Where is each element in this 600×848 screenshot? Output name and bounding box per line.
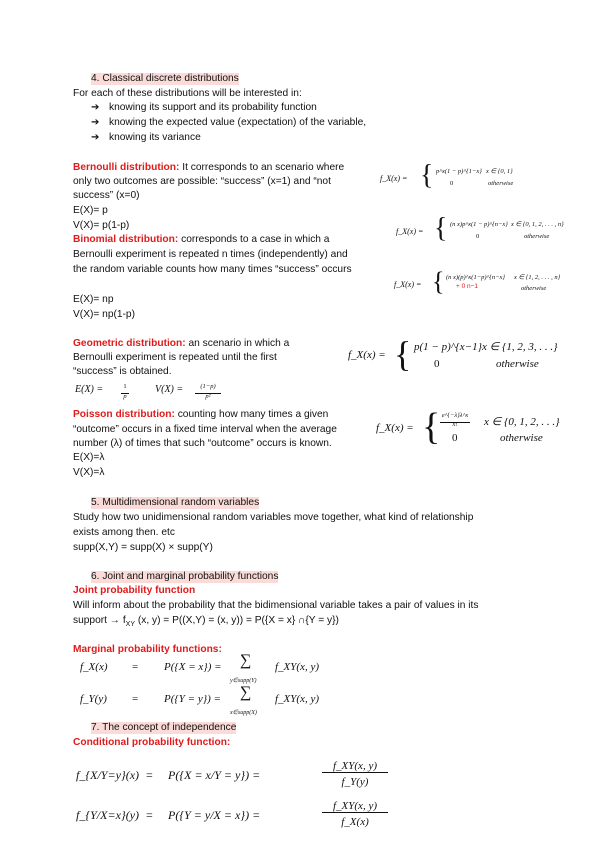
section-4-heading: 4. Classical discrete distributions [91, 73, 239, 84]
formula-bottom-cond: otherwise [521, 285, 547, 292]
poisson-label: Poisson distribution: [73, 409, 175, 420]
brace-icon: { [394, 334, 412, 374]
joint-label: Joint probability function [73, 585, 196, 596]
marginal-label: Marginal probability functions: [73, 644, 222, 655]
sum-subscript: y∈supp(Y) [230, 678, 257, 684]
formula-lhs: f_X(x) = [394, 280, 422, 289]
formula-lhs: f_X(x) = [348, 349, 386, 361]
geometric-line-2: Bernoulli experiment is repeated until the first [73, 352, 277, 363]
section-6-heading: 6. Joint and marginal probability functions [91, 571, 279, 582]
geometric-mean-num: 1 [121, 381, 129, 394]
formula-bottom-cond: otherwise [524, 233, 550, 240]
joint-subscript: XY [125, 621, 136, 629]
formula-top: p(1 − p)^{x−1} [414, 341, 482, 353]
brace-icon: { [420, 160, 434, 191]
brace-icon: { [434, 213, 448, 244]
formula-mid: P({Y = y/X = x}) = [168, 808, 261, 822]
formula-bottom-cond: otherwise [500, 432, 543, 444]
formula-den: f_Y(y) [341, 776, 369, 788]
formula-eq: = [146, 768, 153, 782]
formula-top-num: e^{−λ}λ^x [440, 410, 470, 423]
binomial-line-1 [73, 234, 329, 246]
formula-top-cond: x ∈ {1, 2, 3, . . .} [482, 341, 558, 353]
geometric-line-3: “success” is obtained. [73, 366, 172, 377]
binomial-line-2: Bernoulli experiment is repeated n times (independently) and [73, 249, 348, 260]
arrow-icon: ➔ [91, 102, 100, 113]
bullet-item [91, 102, 317, 114]
geometric-label: Geometric distribution: [73, 338, 186, 349]
formula-red-note: + 0 n−1 [456, 283, 479, 290]
formula-lhs: f_X(x) = [396, 227, 424, 236]
formula-bottom-cond: otherwise [488, 180, 514, 187]
formula-top-cond: x ∈ {0, 1, 2, . . .} [484, 416, 560, 428]
formula-eq: = [132, 661, 139, 673]
formula-top-den: x! [452, 421, 458, 428]
section-7-heading: 7. The concept of independence [91, 722, 237, 733]
formula-lhs: f_X(x) [80, 661, 108, 673]
arrow-icon: ➔ [91, 132, 100, 143]
formula-mid: P({Y = y}) = [164, 693, 221, 705]
binomial-variance: V(X)= np(1-p) [73, 309, 135, 320]
formula-bottom: 0 [452, 432, 458, 444]
formula-lhs: f_Y(y) [80, 693, 107, 705]
formula-lhs: f_X(x) = [376, 422, 414, 434]
bernoulli-text: It corresponds to an scenario where [179, 162, 345, 173]
formula-top-cond: x ∈ {0, 1} [486, 168, 513, 175]
poisson-variance: V(X)=λ [73, 467, 105, 478]
bernoulli-line-3: success” (x=0) [73, 190, 140, 201]
poisson-line-2: “outcome” occurs in a fixed time interval when the average [73, 424, 337, 435]
formula-num: f_XY(x, y) [322, 800, 388, 813]
formula-top-cond: x ∈ {1, 2, . . . , n} [514, 274, 561, 281]
formula-eq: = [146, 808, 153, 822]
sum-icon: ∑ [240, 652, 252, 669]
sum-icon: ∑ [240, 684, 252, 701]
formula-rhs: f_XY(x, y) [275, 661, 319, 673]
formula-bottom: 0 [450, 180, 454, 187]
formula-num: f_XY(x, y) [322, 760, 388, 773]
binomial-line-3: the random variable counts how many times “success” occurs [73, 264, 352, 275]
section-4-intro: For each of these distributions will be interested in: [73, 88, 302, 99]
geometric-mean-den: p [123, 393, 127, 400]
formula-top: (n x)(p)^x(1−p)^{n−x} [446, 274, 505, 281]
bullet-text: knowing its variance [109, 132, 201, 143]
bernoulli-mean: E(X)= p [73, 205, 108, 216]
binomial-label: Binomial distribution: [73, 234, 179, 245]
formula-bottom-cond: otherwise [496, 358, 539, 370]
geometric-text: an scenario in which a [185, 338, 290, 349]
formula-eq: = [132, 693, 139, 705]
geometric-var-den: p² [205, 393, 211, 400]
geometric-mean-lhs: E(X) = [75, 384, 104, 395]
bullet-item [91, 132, 201, 144]
sum-subscript: x∈supp(X) [230, 710, 257, 716]
formula-den: f_X(x) [341, 816, 369, 828]
bernoulli-line-2: only two outcomes are possible: “success” (x=1) and “not [73, 176, 331, 187]
formula-lhs: f_X(x) = [380, 174, 408, 183]
geometric-line-1 [73, 338, 289, 350]
binomial-mean: E(X)= np [73, 294, 114, 305]
binomial-text: corresponds to a case in which a [178, 234, 330, 245]
formula-rhs: f_XY(x, y) [275, 693, 319, 705]
brace-icon: { [432, 267, 445, 296]
formula-lhs: f_{Y/X=x}(y) [76, 808, 140, 822]
section-5-support: supp(X,Y) = supp(X) × supp(Y) [73, 542, 213, 553]
geometric-var-lhs: V(X) = [155, 384, 184, 395]
section-5-line-2: exists among then. etc [73, 527, 175, 538]
formula-top-cond: x ∈ {0, 1, 2, . . . , n} [511, 221, 564, 228]
section-5-heading: 5. Multidimensional random variables [91, 497, 260, 508]
formula-bottom: 0 [476, 233, 480, 240]
conditional-label: Conditional probability function: [73, 737, 231, 748]
formula-top: (n x)p^x(1 − p)^{n−x} [450, 221, 508, 228]
formula-mid: P({X = x}) = [164, 661, 222, 673]
section-5-line-1: Study how two unidimensional random variables move together, what kind of relationship [73, 512, 474, 523]
bullet-text: knowing its support and its probability function [109, 102, 317, 113]
poisson-mean: E(X)=λ [73, 452, 105, 463]
formula-top: p^x(1 − p)^{1−x} [436, 168, 482, 175]
joint-text: (x, y) = P((X,Y) = (x, y)) = P({X = x} ∩{Y = y}) [135, 615, 339, 626]
bernoulli-variance: V(X)= p(1-p) [73, 220, 130, 231]
joint-line-2 [73, 615, 339, 631]
arrow-icon: ➔ [91, 117, 100, 128]
bullet-item [91, 117, 366, 129]
bernoulli-label: Bernoulli distribution: [73, 162, 180, 173]
poisson-text: counting how many times a given [174, 409, 329, 420]
joint-text: support → f [73, 615, 126, 626]
joint-line-1: Will inform about the probability that the bidimensional variable takes a pair of values in its [73, 600, 479, 611]
formula-lhs: f_{X/Y=y}(x) [76, 768, 140, 782]
formula-mid: P({X = x/Y = y}) = [168, 768, 261, 782]
poisson-line-1 [73, 409, 328, 421]
formula-bottom: 0 [434, 358, 440, 370]
poisson-line-3: number (λ) of times that such “outcome” occurs is known. [73, 438, 332, 449]
bullet-text: knowing the expected value (expectation) of the variable, [109, 117, 367, 128]
brace-icon: { [422, 406, 441, 448]
bernoulli-line-1 [73, 162, 344, 174]
geometric-var-num: (1−p) [195, 381, 221, 394]
